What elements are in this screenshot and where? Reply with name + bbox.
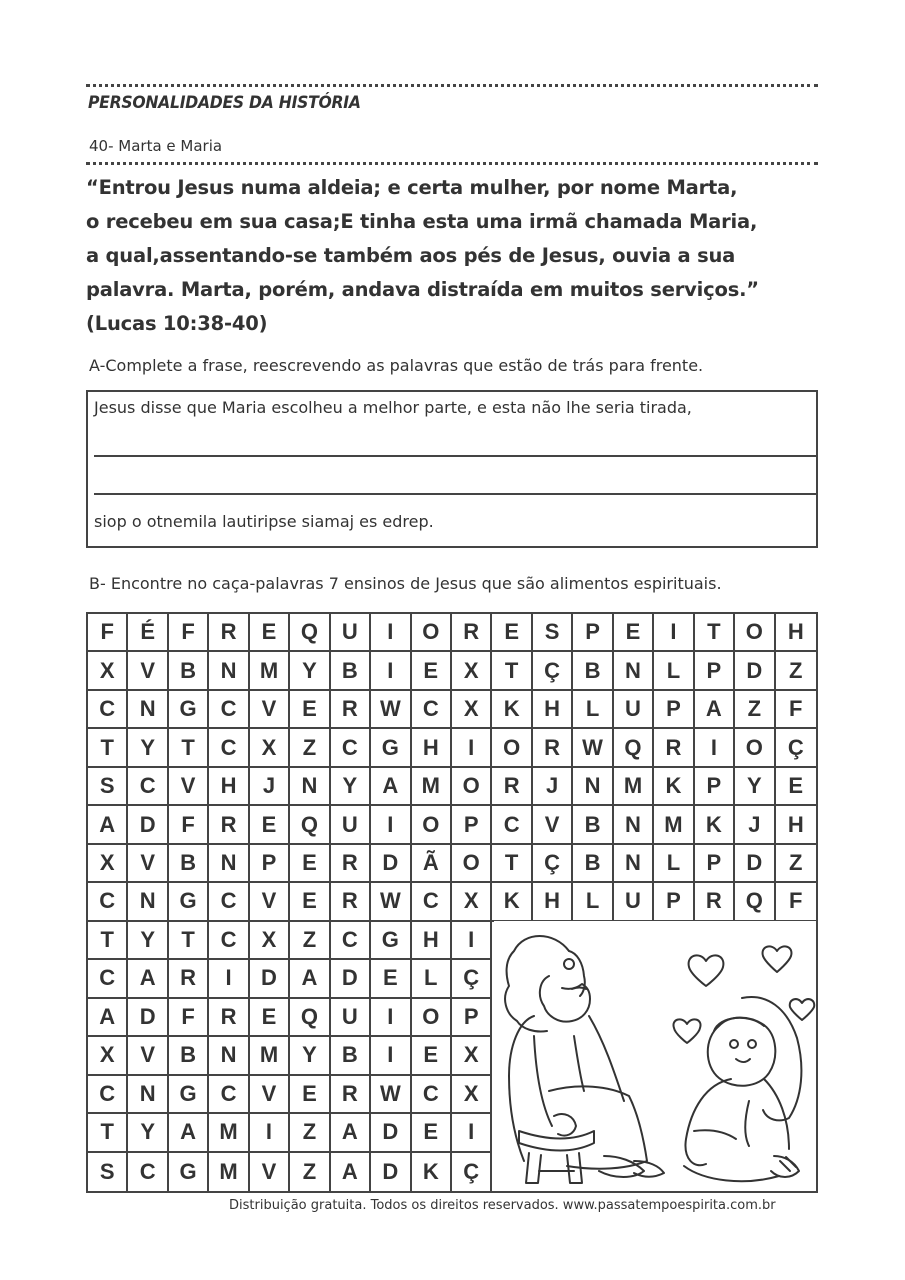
grid-cell[interactable]: H [533, 883, 573, 921]
grid-cell[interactable]: Q [290, 806, 330, 844]
quote-line: palavra. Marta, porém, andava distraída em muitos serviços.” [86, 278, 759, 301]
grid-cell[interactable]: X [452, 883, 492, 921]
grid-cell[interactable]: E [492, 614, 532, 652]
grid-cell[interactable]: O [452, 845, 492, 883]
grid-cell[interactable]: E [371, 960, 411, 998]
grid-cell[interactable]: Q [290, 999, 330, 1037]
grid-cell[interactable]: R [654, 729, 694, 767]
grid-cell[interactable]: T [169, 922, 209, 960]
grid-cell[interactable]: R [169, 960, 209, 998]
grid-cell[interactable]: D [371, 1153, 411, 1191]
grid-cell[interactable]: M [209, 1114, 249, 1152]
grid-cell[interactable]: O [735, 729, 775, 767]
heart-icon [673, 1019, 700, 1043]
grid-cell[interactable]: M [250, 1037, 290, 1075]
footer-copyright: Distribuição gratuita. Todos os direitos reservados. www.passatempoespirita.com.br [229, 1198, 776, 1213]
grid-cell[interactable]: N [209, 652, 249, 690]
grid-cell[interactable]: I [371, 1037, 411, 1075]
grid-cell[interactable]: B [331, 1037, 371, 1075]
grid-cell[interactable]: E [290, 1076, 330, 1114]
grid-cell[interactable]: X [88, 1037, 128, 1075]
grid-cell[interactable]: O [735, 614, 775, 652]
grid-cell[interactable]: N [128, 883, 168, 921]
grid-cell[interactable]: W [573, 729, 613, 767]
grid-cell[interactable]: V [128, 652, 168, 690]
grid-cell[interactable]: C [88, 960, 128, 998]
grid-cell[interactable]: V [533, 806, 573, 844]
grid-cell[interactable]: K [492, 883, 532, 921]
grid-cell[interactable]: A [331, 1153, 371, 1191]
section-title: PERSONALIDADES DA HISTÓRIA [88, 93, 361, 113]
grid-cell[interactable]: O [412, 614, 452, 652]
grid-cell[interactable]: N [573, 768, 613, 806]
grid-cell[interactable]: F [776, 883, 816, 921]
grid-cell[interactable]: M [209, 1153, 249, 1191]
grid-cell[interactable]: Y [331, 768, 371, 806]
illustration-svg [494, 921, 816, 1191]
grid-cell[interactable]: M [654, 806, 694, 844]
grid-cell[interactable]: X [452, 691, 492, 729]
grid-cell[interactable]: N [128, 1076, 168, 1114]
grid-cell[interactable]: Ç [452, 1153, 492, 1191]
grid-cell[interactable]: Y [128, 922, 168, 960]
grid-cell[interactable]: G [371, 729, 411, 767]
grid-cell[interactable]: H [412, 729, 452, 767]
grid-cell[interactable]: E [614, 614, 654, 652]
grid-cell[interactable]: T [88, 729, 128, 767]
grid-cell[interactable]: Y [735, 768, 775, 806]
lesson-title: 40- Marta e Maria [89, 137, 223, 155]
grid-cell[interactable]: I [250, 1114, 290, 1152]
grid-cell[interactable]: F [88, 614, 128, 652]
grid-cell[interactable]: J [533, 768, 573, 806]
grid-cell[interactable]: P [695, 652, 735, 690]
grid-cell[interactable]: D [128, 806, 168, 844]
grid-cell[interactable]: Z [290, 922, 330, 960]
grid-cell[interactable]: K [412, 1153, 452, 1191]
grid-cell[interactable]: F [169, 999, 209, 1037]
grid-cell[interactable]: H [533, 691, 573, 729]
quote-line: “Entrou Jesus numa aldeia; e certa mulher, por nome Marta, [86, 176, 738, 199]
grid-cell[interactable]: Ç [533, 845, 573, 883]
grid-cell[interactable]: Z [290, 729, 330, 767]
grid-cell[interactable]: P [654, 883, 694, 921]
grid-cell[interactable]: M [250, 652, 290, 690]
grid-cell[interactable]: L [573, 883, 613, 921]
grid-cell[interactable]: Z [290, 1114, 330, 1152]
exercise-b-instruction: B- Encontre no caça-palavras 7 ensinos de Jesus que são alimentos espirituais. [89, 574, 722, 593]
given-sentence: Jesus disse que Maria escolheu a melhor parte, e esta não lhe seria tirada, [94, 398, 692, 417]
grid-cell[interactable]: X [452, 1076, 492, 1114]
grid-cell[interactable]: E [250, 614, 290, 652]
heart-icon [763, 946, 792, 972]
grid-cell[interactable]: Ç [776, 729, 816, 767]
quote-reference: (Lucas 10:38-40) [86, 312, 268, 335]
grid-cell[interactable]: P [452, 999, 492, 1037]
grid-cell[interactable]: D [371, 845, 411, 883]
grid-cell[interactable]: K [695, 806, 735, 844]
grid-cell[interactable]: Z [735, 691, 775, 729]
grid-cell[interactable]: R [209, 614, 249, 652]
grid-cell[interactable]: C [412, 691, 452, 729]
grid-cell[interactable]: P [695, 768, 735, 806]
grid-cell[interactable]: T [695, 614, 735, 652]
grid-cell[interactable]: K [654, 768, 694, 806]
grid-cell[interactable]: I [371, 806, 411, 844]
grid-cell[interactable]: T [88, 922, 128, 960]
grid-cell[interactable]: C [331, 729, 371, 767]
grid-cell[interactable]: O [412, 999, 452, 1037]
grid-cell[interactable]: C [88, 691, 128, 729]
grid-cell[interactable]: P [573, 614, 613, 652]
grid-cell[interactable]: E [290, 691, 330, 729]
grid-cell[interactable]: A [371, 768, 411, 806]
grid-cell[interactable]: V [250, 883, 290, 921]
reversed-sentence: siop o otnemila lautiripse siamaj es edrep. [94, 512, 434, 531]
grid-cell[interactable]: G [169, 883, 209, 921]
grid-cell[interactable]: M [614, 768, 654, 806]
grid-cell[interactable]: C [412, 1076, 452, 1114]
grid-cell[interactable]: C [209, 1076, 249, 1114]
top-dotted-divider [86, 84, 818, 87]
grid-cell[interactable]: S [88, 1153, 128, 1191]
grid-cell[interactable]: E [290, 883, 330, 921]
grid-cell[interactable]: T [88, 1114, 128, 1152]
grid-cell[interactable]: I [209, 960, 249, 998]
grid-cell[interactable]: C [492, 806, 532, 844]
middle-dotted-divider [86, 162, 818, 165]
grid-cell[interactable]: Ç [533, 652, 573, 690]
grid-cell[interactable]: N [209, 845, 249, 883]
grid-cell[interactable]: É [128, 614, 168, 652]
grid-cell[interactable]: Y [290, 652, 330, 690]
grid-cell[interactable]: Z [290, 1153, 330, 1191]
grid-cell[interactable]: U [614, 883, 654, 921]
grid-cell[interactable]: W [371, 883, 411, 921]
grid-cell[interactable]: V [128, 1037, 168, 1075]
grid-cell[interactable]: V [169, 768, 209, 806]
grid-cell[interactable]: C [88, 883, 128, 921]
grid-cell[interactable]: V [250, 691, 290, 729]
grid-cell[interactable]: A [331, 1114, 371, 1152]
grid-cell[interactable]: D [371, 1114, 411, 1152]
grid-cell[interactable]: Y [128, 1114, 168, 1152]
grid-cell[interactable]: S [533, 614, 573, 652]
grid-cell[interactable]: S [88, 768, 128, 806]
grid-cell[interactable]: R [452, 614, 492, 652]
illustration-jesus-and-maria [494, 921, 816, 1191]
grid-cell[interactable]: R [209, 806, 249, 844]
grid-cell[interactable]: I [452, 922, 492, 960]
grid-cell[interactable]: L [654, 845, 694, 883]
grid-cell[interactable]: P [695, 845, 735, 883]
grid-cell[interactable]: C [128, 1153, 168, 1191]
heart-icon [790, 999, 815, 1020]
grid-cell[interactable]: Y [128, 729, 168, 767]
grid-cell[interactable]: I [452, 1114, 492, 1152]
grid-cell[interactable]: H [209, 768, 249, 806]
grid-cell[interactable]: L [412, 960, 452, 998]
grid-cell[interactable]: I [654, 614, 694, 652]
grid-cell[interactable]: R [695, 883, 735, 921]
grid-cell[interactable]: V [128, 845, 168, 883]
grid-cell[interactable]: C [412, 883, 452, 921]
grid-cell[interactable]: C [209, 691, 249, 729]
grid-cell[interactable]: N [614, 806, 654, 844]
grid-cell[interactable]: R [331, 845, 371, 883]
grid-cell[interactable]: Q [614, 729, 654, 767]
grid-cell[interactable]: E [412, 1114, 452, 1152]
grid-cell[interactable]: U [614, 691, 654, 729]
heart-icon [689, 955, 724, 986]
grid-cell[interactable]: R [209, 999, 249, 1037]
grid-cell[interactable]: N [614, 845, 654, 883]
grid-cell[interactable]: T [492, 845, 532, 883]
grid-cell[interactable]: T [492, 652, 532, 690]
grid-cell[interactable]: G [169, 1076, 209, 1114]
grid-cell[interactable]: I [452, 729, 492, 767]
grid-cell[interactable]: Ç [452, 960, 492, 998]
grid-cell[interactable]: G [371, 922, 411, 960]
grid-cell[interactable]: C [331, 922, 371, 960]
grid-cell[interactable]: L [573, 691, 613, 729]
grid-cell[interactable]: B [169, 1037, 209, 1075]
grid-cell[interactable]: O [492, 729, 532, 767]
grid-cell[interactable]: P [654, 691, 694, 729]
grid-cell[interactable]: A [290, 960, 330, 998]
grid-cell[interactable]: R [492, 768, 532, 806]
answer-line-2[interactable] [94, 493, 816, 495]
grid-cell[interactable]: A [169, 1114, 209, 1152]
grid-cell[interactable]: J [735, 806, 775, 844]
grid-cell[interactable]: P [250, 845, 290, 883]
grid-cell[interactable]: M [412, 768, 452, 806]
bible-quote [86, 171, 846, 341]
grid-cell[interactable]: X [452, 1037, 492, 1075]
grid-cell[interactable]: B [573, 806, 613, 844]
grid-cell[interactable]: B [573, 652, 613, 690]
grid-cell[interactable]: V [250, 1153, 290, 1191]
grid-cell[interactable]: O [452, 768, 492, 806]
grid-cell[interactable]: N [128, 691, 168, 729]
grid-cell[interactable]: C [209, 729, 249, 767]
grid-cell[interactable]: Y [290, 1037, 330, 1075]
grid-cell[interactable]: W [371, 1076, 411, 1114]
grid-cell[interactable]: X [250, 729, 290, 767]
grid-cell[interactable]: R [331, 1076, 371, 1114]
grid-cell[interactable]: I [371, 652, 411, 690]
quote-line: a qual,assentando-se também aos pés de Jesus, ouvia a sua [86, 244, 736, 267]
grid-cell[interactable]: F [169, 806, 209, 844]
grid-cell[interactable]: Z [776, 845, 816, 883]
grid-cell[interactable]: E [250, 999, 290, 1037]
grid-cell[interactable]: D [128, 999, 168, 1037]
grid-cell[interactable]: H [412, 922, 452, 960]
grid-cell[interactable]: U [331, 614, 371, 652]
grid-cell[interactable]: N [614, 652, 654, 690]
grid-cell[interactable]: I [371, 614, 411, 652]
grid-cell[interactable]: Ã [412, 845, 452, 883]
grid-cell[interactable]: W [371, 691, 411, 729]
grid-cell[interactable]: I [371, 999, 411, 1037]
grid-cell[interactable]: V [250, 1076, 290, 1114]
grid-cell[interactable]: L [654, 652, 694, 690]
grid-cell[interactable]: B [169, 845, 209, 883]
grid-cell[interactable]: G [169, 691, 209, 729]
grid-cell[interactable]: X [88, 652, 128, 690]
answer-line-1[interactable] [94, 455, 816, 457]
answer-box [86, 390, 818, 548]
grid-cell[interactable]: E [290, 845, 330, 883]
grid-cell[interactable]: F [169, 614, 209, 652]
grid-cell[interactable]: C [128, 768, 168, 806]
grid-cell[interactable]: C [209, 922, 249, 960]
grid-cell[interactable]: I [695, 729, 735, 767]
grid-cell[interactable]: B [573, 845, 613, 883]
grid-cell[interactable]: E [412, 1037, 452, 1075]
grid-cell[interactable]: R [331, 883, 371, 921]
grid-cell[interactable]: E [776, 768, 816, 806]
grid-cell[interactable]: G [169, 1153, 209, 1191]
grid-cell[interactable]: J [250, 768, 290, 806]
grid-cell[interactable]: E [412, 652, 452, 690]
grid-cell[interactable]: U [331, 806, 371, 844]
grid-cell[interactable]: H [776, 614, 816, 652]
grid-cell[interactable]: O [412, 806, 452, 844]
grid-cell[interactable]: Z [776, 652, 816, 690]
grid-cell[interactable]: D [250, 960, 290, 998]
grid-cell[interactable]: A [128, 960, 168, 998]
grid-cell[interactable]: A [88, 999, 128, 1037]
grid-cell[interactable]: T [169, 729, 209, 767]
grid-cell[interactable]: X [88, 845, 128, 883]
grid-cell[interactable]: N [209, 1037, 249, 1075]
grid-cell[interactable]: N [290, 768, 330, 806]
grid-cell[interactable]: P [452, 806, 492, 844]
grid-cell[interactable]: D [735, 652, 775, 690]
grid-cell[interactable]: X [250, 922, 290, 960]
grid-cell[interactable]: E [250, 806, 290, 844]
grid-cell[interactable]: D [735, 845, 775, 883]
grid-cell[interactable]: A [695, 691, 735, 729]
quote-line: o recebeu em sua casa;E tinha esta uma irmã chamada Maria, [86, 210, 758, 233]
exercise-a-instruction: A-Complete a frase, reescrevendo as palavras que estão de trás para frente. [89, 356, 704, 375]
grid-cell[interactable]: D [331, 960, 371, 998]
grid-cell[interactable]: H [776, 806, 816, 844]
grid-cell[interactable]: K [492, 691, 532, 729]
grid-cell[interactable]: F [776, 691, 816, 729]
grid-cell[interactable]: C [88, 1076, 128, 1114]
grid-cell[interactable]: C [209, 883, 249, 921]
grid-cell[interactable]: A [88, 806, 128, 844]
grid-cell[interactable]: Q [735, 883, 775, 921]
grid-cell[interactable]: X [452, 652, 492, 690]
grid-cell[interactable]: R [533, 729, 573, 767]
grid-cell[interactable]: U [331, 999, 371, 1037]
grid-cell[interactable]: R [331, 691, 371, 729]
grid-cell[interactable]: B [169, 652, 209, 690]
grid-cell[interactable]: Q [290, 614, 330, 652]
grid-cell[interactable]: B [331, 652, 371, 690]
